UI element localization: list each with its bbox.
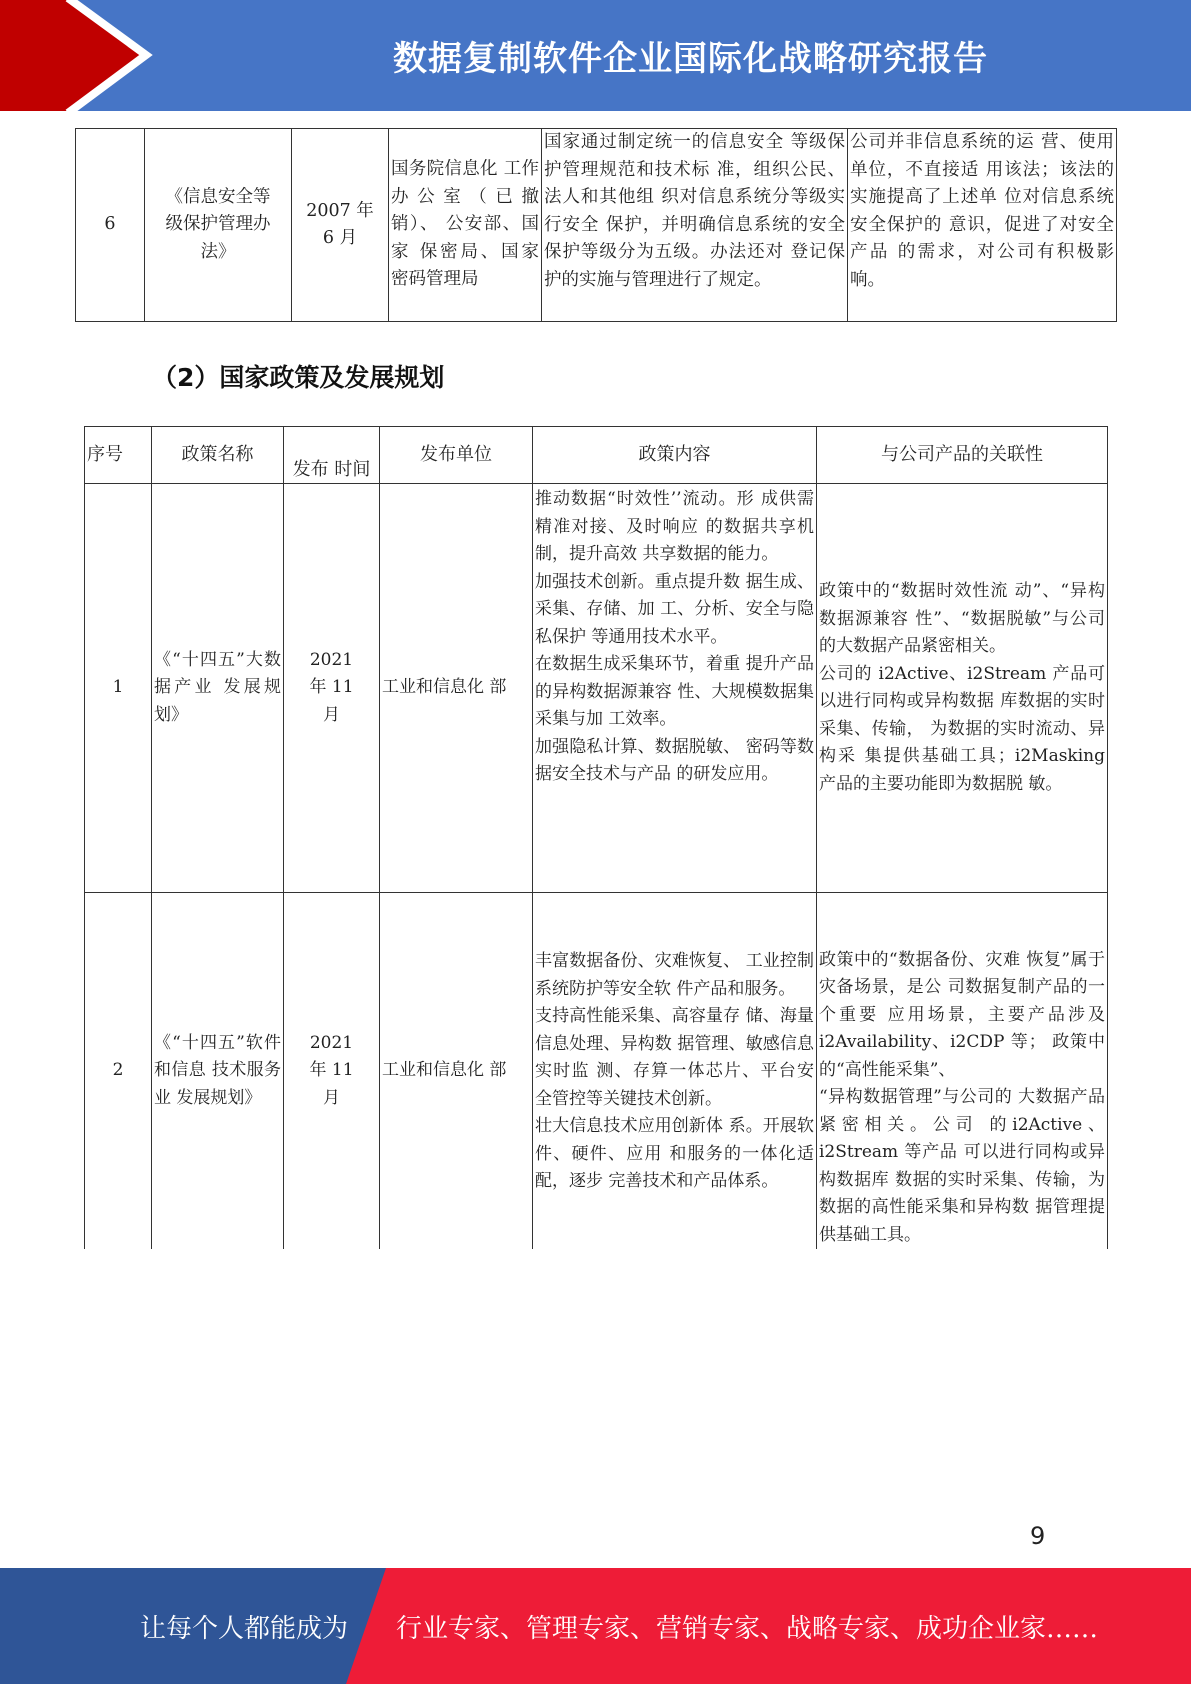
table-row bbox=[76, 129, 1117, 322]
header-policy-content: 政策内容 bbox=[533, 427, 817, 484]
row-number: 1 bbox=[85, 484, 152, 893]
issuer: 工业和信息化 部 bbox=[380, 893, 533, 1250]
relevance-to-products: 政策中的“数据时效性流 动”、“异构数据源兼容 性”、“数据脱敏”与公司 的大数据产品紧密相关。 公司的 i2Active、i2Stream 产品可以进行同构或异构数据 库数据的实时采集、传输， 为数据的实时流动、异构采 集提供基础工具；i2Masking 产品的主要功能即为数据脱 敏。 bbox=[817, 484, 1108, 893]
row-number: 6 bbox=[76, 129, 145, 322]
policy-content: 推动数据“时效性’’流动。形 成供需精准对接、及时响应 的数据共享机制，提升高效 共享数据的能力。 加强技术创新。重点提升数 据生成、采集、存储、加 工、分析、安全与隐私保护 等通用技术水平。 在数据生成采集环节，着重 提升产品的异构数据源兼容 性、大规模数据集采集与加 工效率。 加强隐私计算、数据脱敏、 密码等数据安全技术与产品 的研发应用。 bbox=[533, 484, 817, 893]
page-number: 9 bbox=[1030, 1522, 1046, 1550]
policy-table bbox=[84, 426, 1108, 1249]
header-issuer: 发布单位 bbox=[380, 427, 533, 484]
issue-time: 2007 年 6 月 bbox=[292, 129, 389, 322]
header-issue-time: 发布 时间 bbox=[284, 427, 380, 484]
issue-time: 2021 年 11 月 bbox=[284, 893, 380, 1250]
page-footer bbox=[0, 1568, 1191, 1684]
issuer: 国务院信息化 工作办公室（已撤销）、 公安部、国家 保密局、国家 密码管理局 bbox=[389, 129, 542, 322]
table-header-row bbox=[85, 427, 1108, 484]
header-chevron-decoration bbox=[0, 0, 200, 111]
table-row bbox=[85, 484, 1108, 893]
policy-name: 《“十四五”大数据产业 发展规划》 bbox=[152, 484, 284, 893]
header-no: 序号 bbox=[85, 427, 152, 484]
footer-slogan-left: 让每个人都能成为 bbox=[140, 1613, 349, 1644]
footer-slogan-right: 行业专家、管理专家、营销专家、战略专家、成功企业家…… bbox=[396, 1613, 1099, 1644]
regulation-name: 《信息安全等级保护管理办法》 bbox=[145, 129, 292, 322]
section-heading: （2）国家政策及发展规划 bbox=[152, 363, 445, 392]
issue-time: 2021 年 11 月 bbox=[284, 484, 380, 893]
report-title: 数据复制软件企业国际化战略研究报告 bbox=[393, 39, 988, 79]
header-relevance: 与公司产品的关联性 bbox=[817, 427, 1108, 484]
page-header bbox=[0, 0, 1191, 111]
regulation-content: 国家通过制定统一的信息安全 等级保护管理规范和技术标 准，组织公民、法人和其他组 织对信息系统分等级实行安全 保护，并明确信息系统的安全 保护等级分为五级。办法还对 登记保护的实施与管理进行了规定。 bbox=[542, 129, 848, 322]
policy-name: 《“十四五”软件和信息 技术服务业 发展规划》 bbox=[152, 893, 284, 1250]
row-number: 2 bbox=[85, 893, 152, 1250]
relevance-to-products: 政策中的“数据备份、灾难 恢复”属于灾备场景，是公 司数据复制产品的一个重要 应用场景，主要产品涉及 i2Availability、i2CDP 等； 政策中的“高性能采集”、 “异构数据管理”与公司的 大数据产品紧密相关。公司 的i2Active、i2Stream 等产品 可以进行同构或异构数据库 数据的实时采集、传输，为 数据的高性能采集和异构数 据管理提供基础工具。 bbox=[817, 893, 1108, 1250]
header-policy-name: 政策名称 bbox=[152, 427, 284, 484]
issuer: 工业和信息化 部 bbox=[380, 484, 533, 893]
regulation-table-continued bbox=[75, 128, 1117, 322]
table-row bbox=[85, 893, 1108, 1250]
relevance-to-products: 公司并非信息系统的运 营、使用单位，不直接适 用该法；该法的实施提高了上述单 位对信息系统安全保护的 意识，促进了对安全产品 的需求，对公司有积极影响。 bbox=[848, 129, 1117, 322]
policy-content: 丰富数据备份、灾难恢复、 工业控制系统防护等安全软 件产品和服务。 支持高性能采集、高容量存 储、海量信息处理、异构数 据管理、敏感信息实时监 测、存算一体芯片、平台安 全管控等关键技术创新。 壮大信息技术应用创新体 系。开展软件、硬件、应用 和服务的一体化适配，逐步 完善技术和产品体系。 bbox=[533, 893, 817, 1250]
